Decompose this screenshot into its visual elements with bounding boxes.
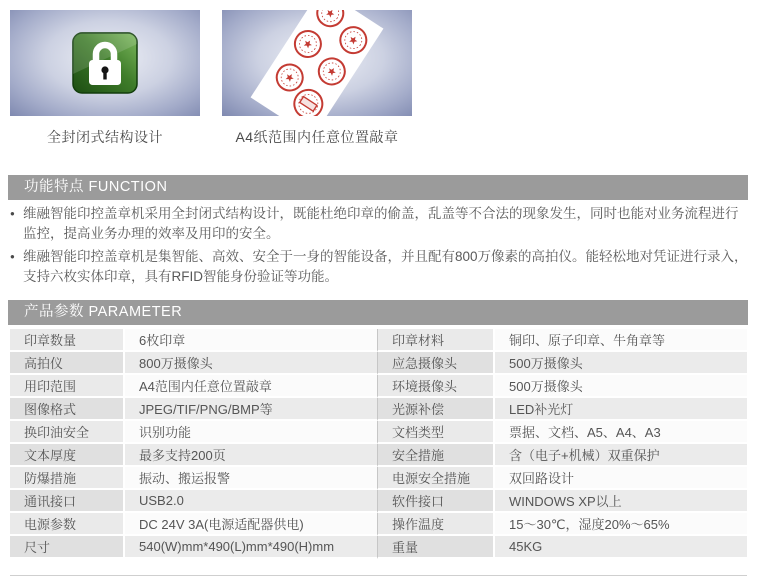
table-row — [10, 490, 747, 513]
param-value: 铜印、原子印章、牛角章等 — [495, 329, 747, 352]
param-value: 15～30℃，湿度20%～65% — [495, 513, 747, 536]
param-value: LED补光灯 — [495, 398, 747, 421]
param-value: USB2.0 — [125, 490, 377, 513]
lock-icon — [72, 32, 138, 94]
param-value: 6枚印章 — [125, 329, 377, 352]
stamped-paper-icon — [222, 10, 412, 116]
section-header-parameter: 产品参数 PARAMETER — [8, 300, 748, 325]
feature-list — [10, 204, 750, 290]
feature-caption: 全封闭式结构设计 — [47, 129, 163, 145]
param-label: 电源参数 — [10, 513, 125, 536]
bottom-divider — [10, 575, 747, 576]
param-label: 光源补偿 — [377, 398, 495, 421]
param-label: 文档类型 — [377, 421, 495, 444]
feature-bullet: ● 维融智能印控盖章机采用全封闭式结构设计，既能杜绝印章的偷盖，乱盖等不合法的现象发生，同时也能对业务流程进行监控，提高业务办理的效率及用印的安全。 — [10, 204, 750, 244]
param-value: 540(W)mm*490(L)mm*490(H)mm — [125, 536, 377, 559]
param-label: 换印油安全 — [10, 421, 125, 444]
feature-caption: A4纸范围内任意位置敲章 — [235, 129, 399, 145]
table-row — [10, 375, 747, 398]
param-value: 500万摄像头 — [495, 375, 747, 398]
param-label: 高拍仪 — [10, 352, 125, 375]
param-value: 振动、搬运报警 — [125, 467, 377, 490]
parameter-table — [10, 329, 747, 559]
param-value: 最多支持200页 — [125, 444, 377, 467]
table-row — [10, 398, 747, 421]
param-value: 800万摄像头 — [125, 352, 377, 375]
param-label: 文本厚度 — [10, 444, 125, 467]
param-label: 安全措施 — [377, 444, 495, 467]
table-row — [10, 329, 747, 352]
table-row — [10, 467, 747, 490]
feature-card-a4-stamping — [222, 10, 412, 147]
param-label: 环境摄像头 — [377, 375, 495, 398]
table-row — [10, 352, 747, 375]
param-value: 票据、文档、A5、A4、A3 — [495, 421, 747, 444]
feature-gallery — [10, 10, 412, 147]
param-value: 双回路设计 — [495, 467, 747, 490]
param-label: 用印范围 — [10, 375, 125, 398]
param-value: 识别功能 — [125, 421, 377, 444]
table-row — [10, 536, 747, 559]
feature-bullet: ● 维融智能印控盖章机是集智能、高效、安全于一身的智能设备，并且配有800万像素的高拍仪。能轻松地对凭证进行录入，支持六枚实体印章，具有RFID智能身份验证等功能。 — [10, 247, 750, 287]
param-label: 软件接口 — [377, 490, 495, 513]
param-value: JPEG/TIF/PNG/BMP等 — [125, 398, 377, 421]
param-label: 防爆措施 — [10, 467, 125, 490]
feature-image-stamped-paper — [222, 10, 412, 116]
param-value: A4范围内任意位置敲章 — [125, 375, 377, 398]
param-label: 通讯接口 — [10, 490, 125, 513]
param-label: 印章数量 — [10, 329, 125, 352]
param-label: 操作温度 — [377, 513, 495, 536]
param-label: 尺寸 — [10, 536, 125, 559]
param-value: WINDOWS XP以上 — [495, 490, 747, 513]
feature-card-enclosed-design — [10, 10, 200, 147]
param-value: 500万摄像头 — [495, 352, 747, 375]
table-row — [10, 513, 747, 536]
param-label: 印章材料 — [377, 329, 495, 352]
table-row — [10, 444, 747, 467]
param-value: 含（电子+机械）双重保护 — [495, 444, 747, 467]
param-label: 重量 — [377, 536, 495, 559]
param-label: 应急摄像头 — [377, 352, 495, 375]
section-header-function: 功能特点 FUNCTION — [8, 175, 748, 200]
param-value: 45KG — [495, 536, 747, 559]
feature-image-lock — [10, 10, 200, 116]
param-label: 电源安全措施 — [377, 467, 495, 490]
param-label: 图像格式 — [10, 398, 125, 421]
table-row — [10, 421, 747, 444]
param-value: DC 24V 3A(电源适配器供电) — [125, 513, 377, 536]
